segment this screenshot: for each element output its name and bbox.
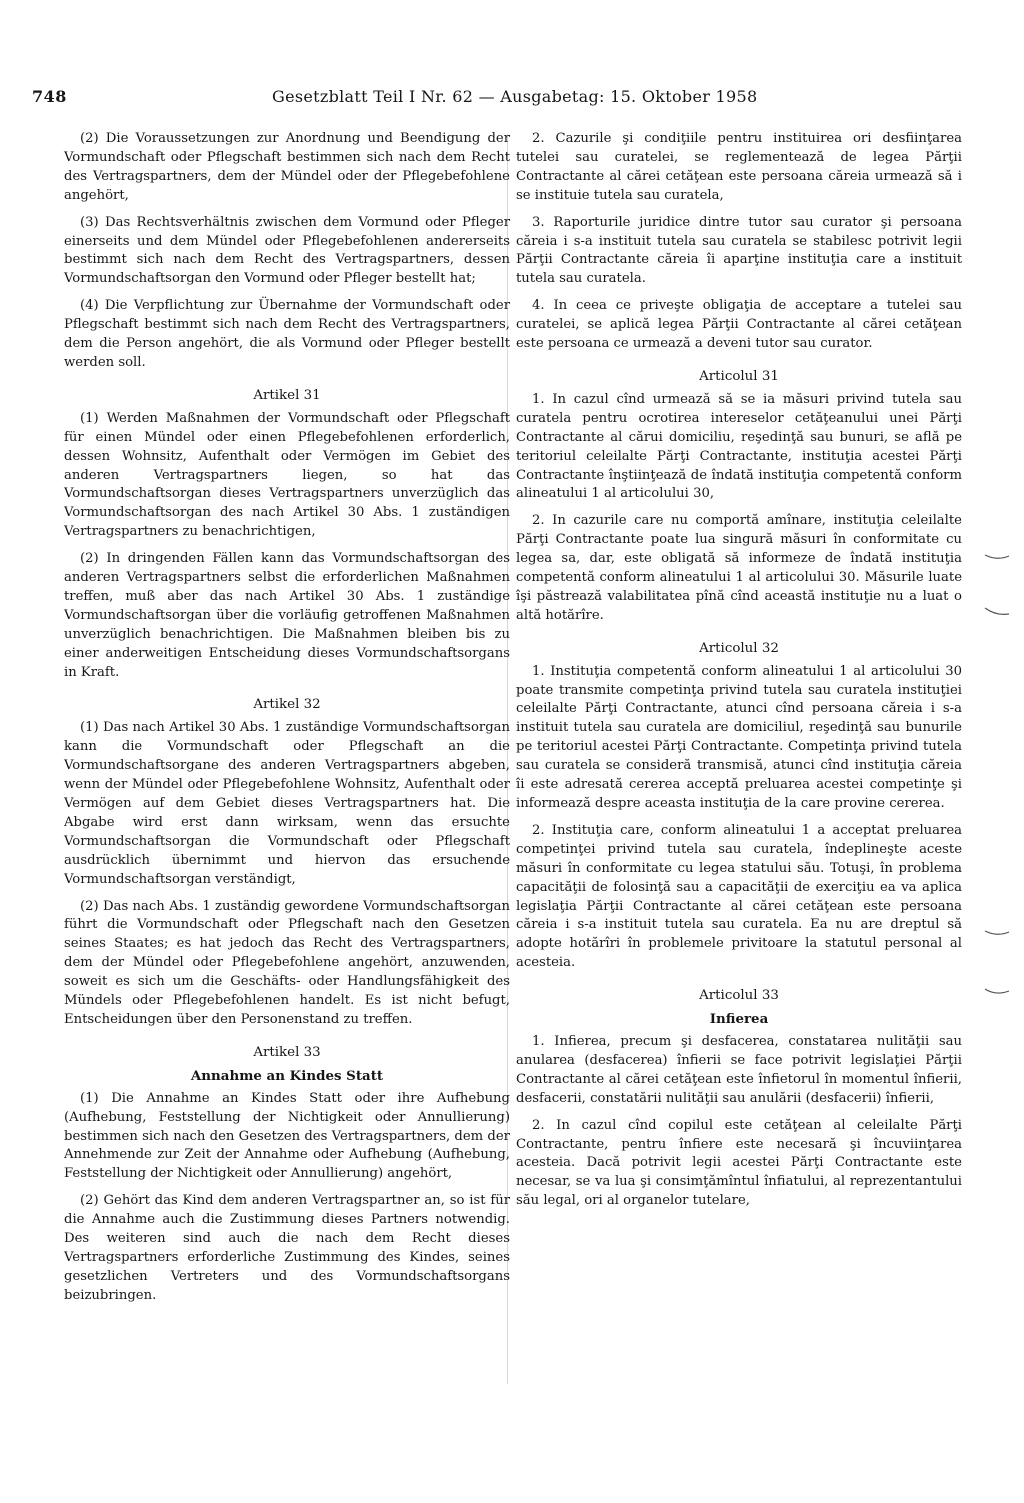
page-header xyxy=(32,87,962,113)
german-column xyxy=(64,130,510,1314)
article-heading: Artikel 31 xyxy=(253,387,321,403)
paragraph: 2. Instituţia care, conform alineatului 1 a acceptat preluarea competinţei privind tutela sau curatela, îndeplineşte aceste măsuri în conformitate cu legea statului său. Totuşi, în problema capacităţii de folosinţă sau a capacităţii de exerciţiu ea va aplica legislaţia Părţii Contractante al cărei cetăţean este persoana căreia i s-a instituit tutela sau curatela. Ea nu are dreptul să adopte hotărîri în problemele privitoare la statutul personal al acesteia. xyxy=(516,822,962,971)
article-heading: Articolul 33 xyxy=(699,988,779,1004)
paragraph: (2) Gehört das Kind dem anderen Vertragspartner an, so ist für die Annahme auch die Zustimmung dieses Partners notwendig. Des weiteren sind auch die nach dem Recht dieses Vertragspartners erforderliche Zustimmung des Kindes, seines gesetzlichen Vertreters und des Vormundschaftsorgans beizubringen. xyxy=(64,1193,510,1303)
paragraph: (3) Das Rechtsverhältnis zwischen dem Vormund oder Pfleger einerseits und dem Mündel oder Pflegebefohlenen andererseits bestimmt sich nach dem Recht des Vertragspartners, dessen Vormundschaftsorgan den Vormund oder Pfleger bestellt hat; xyxy=(64,214,510,287)
article-heading: Articolul 32 xyxy=(699,640,779,656)
paragraph: 1. Instituţia competentă conform alineatului 1 al articolului 30 poate transmite competinţa privind tutela sau curatela instituţiei celeilalte Părţi Contractante, atunci cînd persoana căreia i s-a instituit tutela sau curatela are domiciliul, reşedinţă sau bunurile pe teritoriul acestei Părţi Contractante. Competinţa privind tutela sau curatela se consideră transmisă, atunci cînd instituţia căreia îi este adresată cererea acceptă preluarea acestei competinţe şi informează despre aceasta instituţia de la care provine cererea. xyxy=(516,663,962,811)
margin-mark xyxy=(984,986,1010,996)
margin-mark xyxy=(984,552,1010,562)
paragraph: (2) In dringenden Fällen kann das Vormundschaftsorgan des anderen Vertragspartners selbst die erforderlichen Maßnahmen treffen, muß aber das nach Artikel 30 Abs. 1 zuständige Vormundschaftsorgan über die vorläufig getroffenen Maßnahmen unverzüglich benachrichtigen. Die Maßnahmen bleiben bis zu einer anderweitigen Entscheidung dieses Vormundschaftsorgans in Kraft. xyxy=(64,551,510,680)
paragraph: 3. Raporturile juridice dintre tutor sau curator şi persoana căreia i s-a instituit tutela sau curatela se stabilesc potrivit legii Părţii Contractante căreia îi aparţine instituţia care a instituit tutela sau curatela. xyxy=(516,214,962,287)
margin-mark xyxy=(984,928,1010,938)
article-heading: Artikel 32 xyxy=(253,697,321,713)
paragraph: 1. Infierea, precum şi desfacerea, constatarea nulităţii sau anularea (desfacerea) înfierii se face potrivit legislaţiei Părţii Contractante al cărei cetăţean este înfietorul în momentul înfierii, desfacerii, constatării nulităţii sau anulării (desfacerii) înfierii, xyxy=(516,1033,962,1106)
article-heading: Articolul 31 xyxy=(699,368,779,384)
paragraph: (1) Das nach Artikel 30 Abs. 1 zuständige Vormundschaftsorgan kann die Vormundschaft oder Pflegschaft an die Vormundschaftsorgane des anderen Vertragspartners abgeben, wenn der Mündel oder Pflegebefohlene Wohnsitz, Aufenthalt oder Vermögen auf dem Gebiet dieses Vertragspartners hat. Die Abgabe wird erst dann wirksam, wenn das ersuchte Vormundschaftsorgan die Vormundschaft oder Pflegschaft ausdrücklich übernimmt und hiervon das ersuchende Vormundschaftsorgan verständigt, xyxy=(64,720,510,887)
paragraph: (1) Werden Maßnahmen der Vormundschaft oder Pflegschaft für einen Mündel oder einen Pflegebefohlenen erforderlich, dessen Wohnsitz, Aufenthalt oder Vermögen im Gebiet des anderen Vertragspartners liegen, so hat das Vormundschaftsorgan dieses Vertragspartners unverzüglich das Vormundschaftsorgan des nach Artikel 30 Abs. 1 zuständigen Vertragspartners zu benachrichtigen, xyxy=(64,410,510,540)
page-number: 748 xyxy=(32,87,67,106)
paragraph: 4. In ceea ce priveşte obligaţia de acceptare a tutelei sau curatelei, se aplică legea Părţii Contractante al cărei cetăţean este persoana ce urmează a deveni tutor sau curator. xyxy=(516,298,962,352)
paragraph: 2. In cazurile care nu comportă amînare, instituţia celeilalte Părţi Contractante poate lua singură măsuri în conformitate cu legea sa, dar, este obligată să informeze de îndată instituţia competentă conform alineatului 1 al articolului 30. Măsurile luate îşi păstrează valabilitatea pînă cînd această instituţie nu a luat o altă hotărîre. xyxy=(516,513,962,623)
romanian-column xyxy=(516,130,962,1219)
article-subheading: Infierea xyxy=(709,1011,769,1028)
paragraph: (1) Die Annahme an Kindes Statt oder ihre Aufhebung (Aufhebung, Feststellung der Nichtigkeit oder Annullierung) bestimmen sich nach den Gesetzen des Vertragspartners, dem der Annehmende zur Zeit der Annahme oder Aufhebung (Aufhebung, Feststellung der Nichtigkeit oder Annullierung) angehört, xyxy=(64,1090,510,1182)
paragraph: (4) Die Verpflichtung zur Übernahme der Vormundschaft oder Pflegschaft bestimmt sich nach dem Recht des Vertragspartners, dem die Person angehört, die als Vormund oder Pfleger bestellt werden soll. xyxy=(64,298,510,370)
paragraph: 2. Cazurile şi condiţiile pentru instituirea ori desfiinţarea tutelei sau curatelei, se reglementează de legea Părţii Contractante al cărei cetăţean este persoana căreia urmează să i se instituie tutela sau curatela, xyxy=(516,131,962,203)
paragraph: 1. In cazul cînd urmează să se ia măsuri privind tutela sau curatela pentru ocrotirea intereselor cetăţeanului unei Părţi Contractante al cărui domiciliu, reşedinţă sau bunuri, se află pe teritoriul celeilalte Părţi Contractante, instituţia acestei Părţi Contractante înştiinţează de îndată instituţia competentă conform alineatului 1 al articolului 30, xyxy=(516,391,962,502)
article-heading: Artikel 33 xyxy=(253,1044,321,1060)
paragraph: 2. In cazul cînd copilul este cetăţean al celeilalte Părţi Contractante, pentru înfiere este necesară şi încuviinţarea acesteia. Dacă potrivit legii acestei Părţi Contractante este necesar, se va lua şi consimţămîntul înfiatului, al reprezentantului său legal, ori al organelor tutelare, xyxy=(516,1117,962,1209)
margin-mark xyxy=(984,606,1010,616)
paragraph: (2) Die Voraussetzungen zur Anordnung und Beendigung der Vormundschaft oder Pflegschaft bestimmen sich nach dem Recht des Vertragspartners, dem der Mündel oder der Pflegebefohlene angehört, xyxy=(64,131,510,203)
paragraph: (2) Das nach Abs. 1 zuständig gewordene Vormundschaftsorgan führt die Vormundschaft oder Pflegschaft nach den Gesetzen seines Staates; es hat jedoch das Recht des Vertragspartners, dem der Mündel oder Pflegebefohlene angehört, anzuwenden, soweit es sich um die Geschäfts- oder Handlungsfähigkeit des Mündels oder Pflegebefohlenen handelt. Es ist nicht befugt, Entscheidungen über den Personenstand zu treffen. xyxy=(64,898,510,1027)
article-subheading: Annahme an Kindes Statt xyxy=(190,1067,384,1084)
gazette-title: Gesetzblatt Teil I Nr. 62 — Ausgabetag: 15. Oktober 1958 xyxy=(272,87,758,106)
